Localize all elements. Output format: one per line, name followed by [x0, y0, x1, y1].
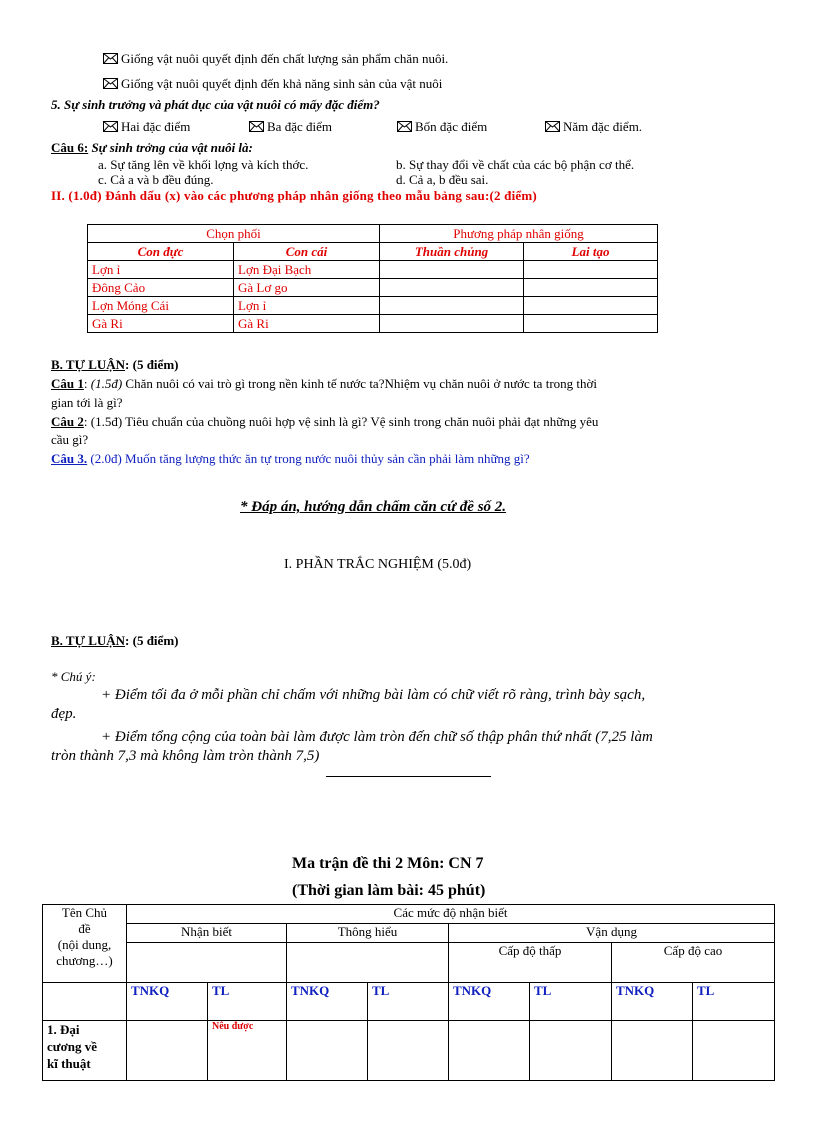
note-1: + Điểm tối đa ở mỗi phần chỉ chấm với những bài làm có chữ viết rõ ràng, trình bày sạch, — [101, 687, 646, 703]
van-dung-header: Vận dụng — [449, 924, 775, 943]
question-5-title: 5. Sự sinh trưởng và phát dục của vật nuôi có mấy đặc điểm? — [51, 97, 380, 112]
section-2-title: II. (1.0đ) Đánh dấu (x) vào các phương pháp nhân giống theo mẫu bảng sau:(2 điểm) — [51, 188, 537, 203]
q5-option-2: Ba đặc điểm — [249, 119, 332, 135]
head-phuong-phap: Phương pháp nhân giống — [380, 225, 658, 243]
q6-option-c: c. Cả a và b đều đúng. — [98, 172, 214, 187]
cau-1: Câu 1: (1.5đ) Chăn nuôi có vai trò gì trong nền kinh tế nước ta?Nhiệm vụ chăn nuôi ở nước ta trong thời — [51, 376, 597, 391]
q5-option-4: Năm đặc điểm. — [545, 119, 642, 135]
checkbox-envelope-icon — [103, 121, 118, 132]
q6-option-b: b. Sự thay đổi về chất của các bộ phận cơ thể. — [396, 157, 635, 172]
sub-thuan-chung: Thuần chủng — [380, 243, 524, 261]
matrix-title: Ma trận đề thi 2 Môn: CN 7 — [292, 855, 484, 872]
row1-topic: 1. Đại cương về kĩ thuật — [43, 1021, 127, 1081]
cap-cao-header: Cấp độ cao — [612, 943, 775, 983]
cau-3: Câu 3. (2.0đ) Muốn tăng lượng thức ăn tự trong nước nuôi thủy sản cần phải làm những gì? — [51, 451, 530, 466]
note-2: + Điểm tổng cộng của toàn bài làm được làm tròn đến chữ số thập phân thứ nhất (7,25 làm — [101, 729, 653, 745]
table-row: Lợn ỉ Lợn Đại Bạch — [88, 261, 658, 279]
note-1-cont: đẹp. — [51, 706, 77, 722]
note-2-cont: tròn thành 7,3 mà không làm tròn thành 7,5) — [51, 748, 320, 764]
topic-header: Tên Chủ đề (nội dung, chương…) — [43, 905, 127, 983]
cau-2-cont: cầu gì? — [51, 432, 89, 447]
divider — [326, 776, 491, 777]
matrix-subtitle: (Thời gian làm bài: 45 phút) — [292, 882, 486, 899]
cap-thap-header: Cấp độ thấp — [449, 943, 612, 983]
option-line-4: Giống vật nuôi quyết định đến khả năng sinh sản của vật nuôi — [103, 76, 442, 92]
checkbox-envelope-icon — [103, 78, 118, 89]
table-row: Đông Cảo Gà Lơ go — [88, 279, 658, 297]
q5-option-1: Hai đặc điểm — [103, 119, 190, 135]
q5-option-3: Bốn đặc điểm — [397, 119, 487, 135]
question-6: Câu 6: Sự sinh trởng của vật nuôi là: — [51, 140, 253, 155]
checkbox-envelope-icon — [103, 53, 118, 64]
checkbox-envelope-icon — [545, 121, 560, 132]
sub-con-cai: Con cái — [234, 243, 380, 261]
table-row: Gà Ri Gà Ri — [88, 315, 658, 333]
levels-header: Các mức độ nhận biết — [127, 905, 775, 924]
cau-1-cont: gian tới là gì? — [51, 395, 123, 410]
checkbox-envelope-icon — [397, 121, 412, 132]
q6-option-a: a. Sự tăng lên về khối lợng và kích thớc. — [98, 157, 309, 172]
answer-part-1: I. PHẦN TRẮC NGHIỆM (5.0đ) — [284, 557, 472, 572]
head-chon-phoi: Chọn phối — [88, 225, 380, 243]
cau-2: Câu 2: (1.5đ) Tiêu chuẩn của chuồng nuôi hợp vệ sinh là gì? Vệ sinh trong chăn nuôi phải đạt những yêu — [51, 414, 599, 429]
table-row: Lợn Móng Cái Lợn ỉ — [88, 297, 658, 315]
breeding-table — [87, 224, 658, 333]
matrix-table: Tên Chủ đề (nội dung, chương…) Các mức độ nhận biết Nhận biết Thông hiểu Vận dụng Cấp độ thấp Cấp độ cao TNKQ TL TNKQ TL TNKQ TL TNKQ TL 1. Đại cương về kĩ thuật Nêu được — [42, 904, 775, 1081]
sub-lai-tao: Lai tạo — [524, 243, 658, 261]
thong-hieu-header: Thông hiểu — [287, 924, 449, 943]
answer-part-b: B. TỰ LUẬN: (5 điểm) — [51, 633, 179, 648]
option-line-3: Giống vật nuôi quyết định đến chất lượng sản phẩm chăn nuôi. — [103, 51, 448, 67]
part-b-heading: B. TỰ LUẬN: (5 điểm) — [51, 357, 179, 372]
nhan-biet-header: Nhận biết — [127, 924, 287, 943]
row1-note: Nêu được — [208, 1021, 287, 1081]
answer-title: * Đáp án, hướng dẫn chấm căn cứ đề số 2. — [240, 499, 507, 515]
q6-option-d: d. Cả a, b đều sai. — [396, 172, 489, 187]
sub-con-duc: Con đực — [88, 243, 234, 261]
note-label: * Chú ý: — [51, 669, 96, 684]
checkbox-envelope-icon — [249, 121, 264, 132]
